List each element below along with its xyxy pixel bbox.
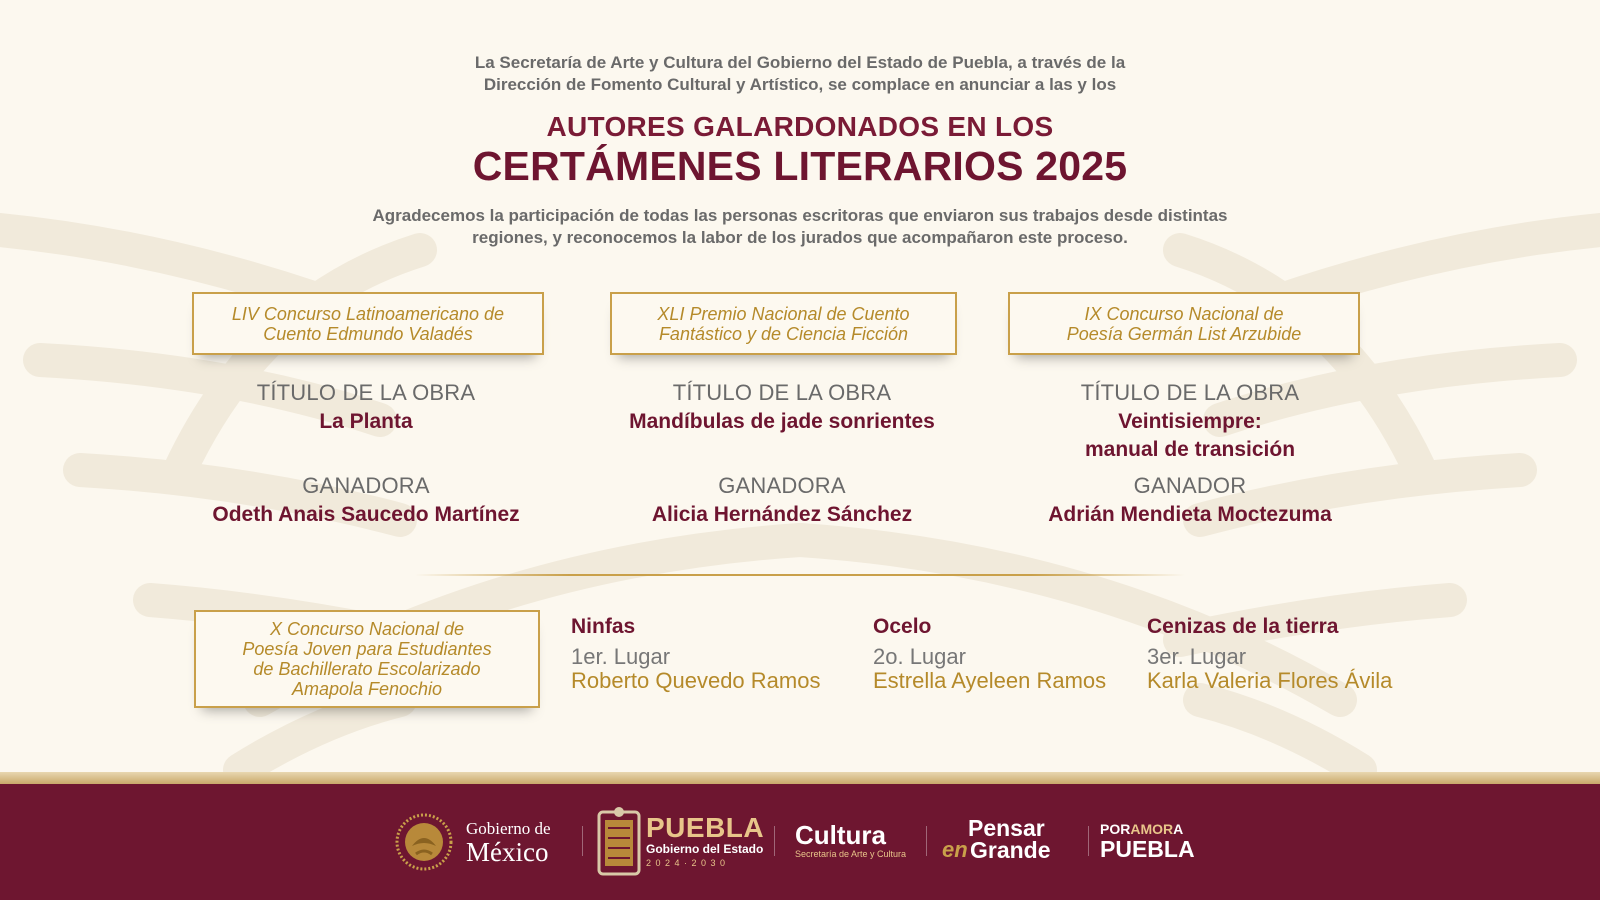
contest-3-name-line-1: IX Concurso Nacional de: [1084, 303, 1284, 324]
intro-line-2: Dirección de Fomento Cultural y Artístico, se complace en anunciar a las y los: [483, 75, 1117, 94]
pensar-en: en: [942, 837, 968, 862]
gold-divider: [415, 574, 1185, 576]
cultura-logo: [795, 822, 906, 860]
youth-name-line-4: Amapola Fenochio: [291, 679, 443, 699]
gob-line-1: Gobierno de: [466, 819, 551, 838]
puebla-logo: [646, 814, 764, 870]
contest-3-name-line-2: Poesía Germán List Arzubide: [1066, 323, 1302, 344]
contest-box-youth: [194, 610, 540, 708]
por-amor-a-puebla-logo: [1100, 821, 1195, 861]
gob-line-2: México: [466, 837, 549, 867]
youth-winner-name: Estrella Ayeleen Ramos: [873, 668, 1107, 693]
winner-name: Adrián Mendieta Moctezuma: [1048, 503, 1332, 526]
work-title: La Planta: [319, 410, 413, 433]
cultura-title: Cultura: [795, 820, 886, 850]
youth-work-title: Ocelo: [873, 615, 932, 638]
youth-work-title: Ninfas: [571, 615, 636, 638]
youth-winner-name: Karla Valeria Flores Ávila: [1147, 668, 1393, 693]
pensar-top: Pensar: [968, 815, 1045, 841]
winner-name: Alicia Hernández Sánchez: [651, 503, 913, 526]
youth-place-label: 2o. Lugar: [873, 644, 966, 669]
youth-name-line-3: de Bachillerato Escolarizado: [253, 659, 481, 679]
youth-place-2: [873, 615, 1106, 693]
footer-separator: [582, 826, 583, 856]
amor-puebla: PUEBLA: [1100, 836, 1195, 862]
youth-place-1: [571, 615, 820, 693]
winner-label: GANADORA: [718, 473, 846, 498]
work-title-label: TÍTULO DE LA OBRA: [256, 380, 476, 405]
intro-text: [0, 52, 1600, 96]
work-title-label: TÍTULO DE LA OBRA: [672, 380, 892, 405]
youth-name-line-1: X Concurso Nacional de: [269, 619, 465, 639]
contest-1-details: [156, 380, 576, 529]
contest-box-2: [610, 292, 957, 355]
youth-winner-name: Roberto Quevedo Ramos: [571, 668, 821, 693]
pensar-en-grande-logo: [942, 816, 1072, 866]
amor-a: A: [1173, 821, 1184, 837]
contest-1-name-line-1: LIV Concurso Latinoamericano de: [231, 303, 505, 324]
intro-line-1: La Secretaría de Arte y Cultura del Gobierno del Estado de Puebla, a través de la: [474, 53, 1126, 72]
pensar-bottom: Grande: [970, 837, 1051, 863]
puebla-shield-icon: [596, 806, 642, 878]
winner-name: Odeth Anais Saucedo Martínez: [212, 503, 520, 526]
work-title-line-2: manual de transición: [1084, 438, 1296, 461]
amor-amor: AMOR: [1130, 821, 1174, 837]
thanks-line-1: Agradecemos la participación de todas las personas escritoras que enviaron sus trabajos desde distintas: [372, 206, 1228, 225]
thanks-line-2: regiones, y reconocemos la labor de los jurados que acompañaron este proceso.: [472, 228, 1128, 247]
work-title-label: TÍTULO DE LA OBRA: [1080, 380, 1300, 405]
youth-place-label: 1er. Lugar: [571, 644, 671, 669]
contest-2-details: [572, 380, 992, 529]
contest-box-1: [192, 292, 544, 355]
winner-label: GANADORA: [302, 473, 430, 498]
contest-box-3: [1008, 292, 1360, 355]
contest-3-details: [980, 380, 1400, 529]
headline-line-2: CERTÁMENES LITERARIOS 2025: [472, 143, 1128, 189]
contest-2-name-line-2: Fantástico y de Ciencia Ficción: [658, 323, 909, 344]
footer-separator: [1088, 826, 1089, 856]
work-title: Mandíbulas de jade sonrientes: [629, 410, 935, 433]
cultura-sub: Secretaría de Arte y Cultura: [795, 849, 907, 859]
youth-place-3: [1147, 615, 1392, 693]
youth-place-label: 3er. Lugar: [1147, 644, 1247, 669]
puebla-years: 2 0 2 4 · 2 0 3 0: [646, 858, 727, 868]
youth-name-line-2: Poesía Joven para Estudiantes: [242, 639, 492, 659]
headline-line-1: AUTORES GALARDONADOS EN LOS: [546, 111, 1054, 142]
footer-gold-strip: [0, 772, 1600, 784]
footer-separator: [926, 826, 927, 856]
puebla-title: PUEBLA: [646, 812, 765, 843]
puebla-sub: Gobierno del Estado: [646, 842, 764, 856]
contest-2-name-line-1: XLI Premio Nacional de Cuento: [657, 303, 910, 324]
thanks-text: [0, 205, 1600, 249]
contest-1-name-line-2: Cuento Edmundo Valadés: [263, 323, 473, 344]
amor-por: POR: [1100, 821, 1131, 837]
footer-separator: [774, 826, 775, 856]
mexico-seal-icon: [394, 812, 454, 872]
gobierno-mexico-logo: [466, 820, 551, 866]
work-title-line-1: Veintisiempre:: [1118, 410, 1262, 433]
youth-work-title: Cenizas de la tierra: [1147, 615, 1339, 638]
winner-label: GANADOR: [1133, 473, 1247, 498]
